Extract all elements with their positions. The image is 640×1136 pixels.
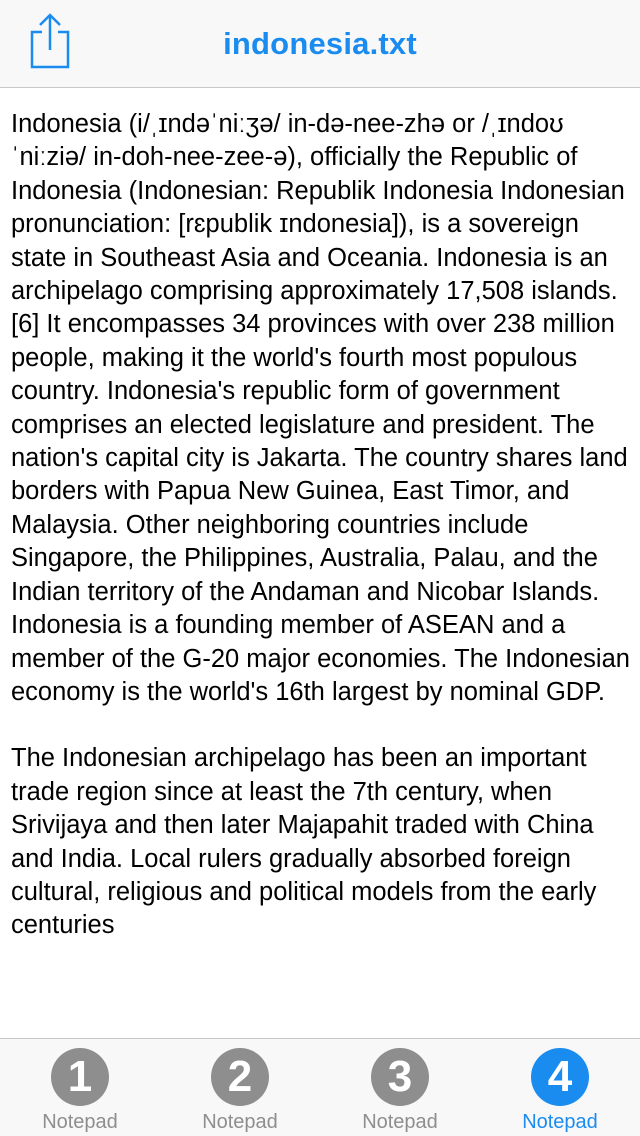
tab-number: 2	[227, 1052, 253, 1101]
tab-label: Notepad	[42, 1111, 118, 1133]
tab-number: 3	[387, 1052, 413, 1101]
tab-label: Notepad	[362, 1111, 438, 1133]
paragraph: The Indonesian archipelago has been an important trade region since at least the 7th century, when Srivijaya and then later Majapahit traded with China and India. Local rulers gradually absorbed foreign cultural, religious and political models from the early centuries	[11, 744, 597, 940]
tab-notepad-4[interactable]	[480, 1039, 640, 1136]
navigation-bar	[0, 0, 640, 88]
number-two-icon	[211, 1048, 269, 1106]
share-button[interactable]	[22, 10, 78, 74]
tab-notepad-3[interactable]	[320, 1039, 480, 1136]
tab-notepad-2[interactable]	[160, 1039, 320, 1136]
tab-number: 4	[547, 1052, 573, 1101]
tab-label: Notepad	[202, 1111, 278, 1133]
paragraph: Indonesia (i/ˌɪndəˈniːʒə/ in-də-nee-zhə or /ˌɪndoʊˈniːziə/ in-doh-nee-zee-ə), officially the Republic of Indonesia (Indonesian: Republik Indonesia Indonesian pronunciation: [rɛpublik ɪndonesia]), is a sovereign state in Southeast Asia and Oceania. Indonesia is an archipelago comprising approximately 17,508 islands.[6] It encompasses 34 provinces with over 238 million people, making it the world's fourth most populous country. Indonesia's republic form of government comprises an elected legislature and president. The nation's capital city is Jakarta. The country shares land borders with Papua New Guinea, East Timor, and Malaysia. Other neighboring countries include Singapore, the Philippines, Australia, Palau, and the Indian territory of the Andaman and Nicobar Islands. Indonesia is a founding member of ASEAN and a member of the G-20 major economies. The Indonesian economy is the world's 16th largest by nominal GDP.	[11, 110, 630, 706]
number-four-icon	[531, 1048, 589, 1106]
tab-bar	[0, 1038, 640, 1136]
share-icon	[22, 10, 78, 74]
number-one-icon	[51, 1048, 109, 1106]
tab-number: 1	[67, 1052, 93, 1101]
number-three-icon	[371, 1048, 429, 1106]
document-text-view[interactable]	[0, 88, 640, 1030]
document-title: indonesia.txt	[223, 26, 417, 61]
tab-label: Notepad	[522, 1111, 598, 1133]
tab-notepad-1[interactable]	[0, 1039, 160, 1136]
